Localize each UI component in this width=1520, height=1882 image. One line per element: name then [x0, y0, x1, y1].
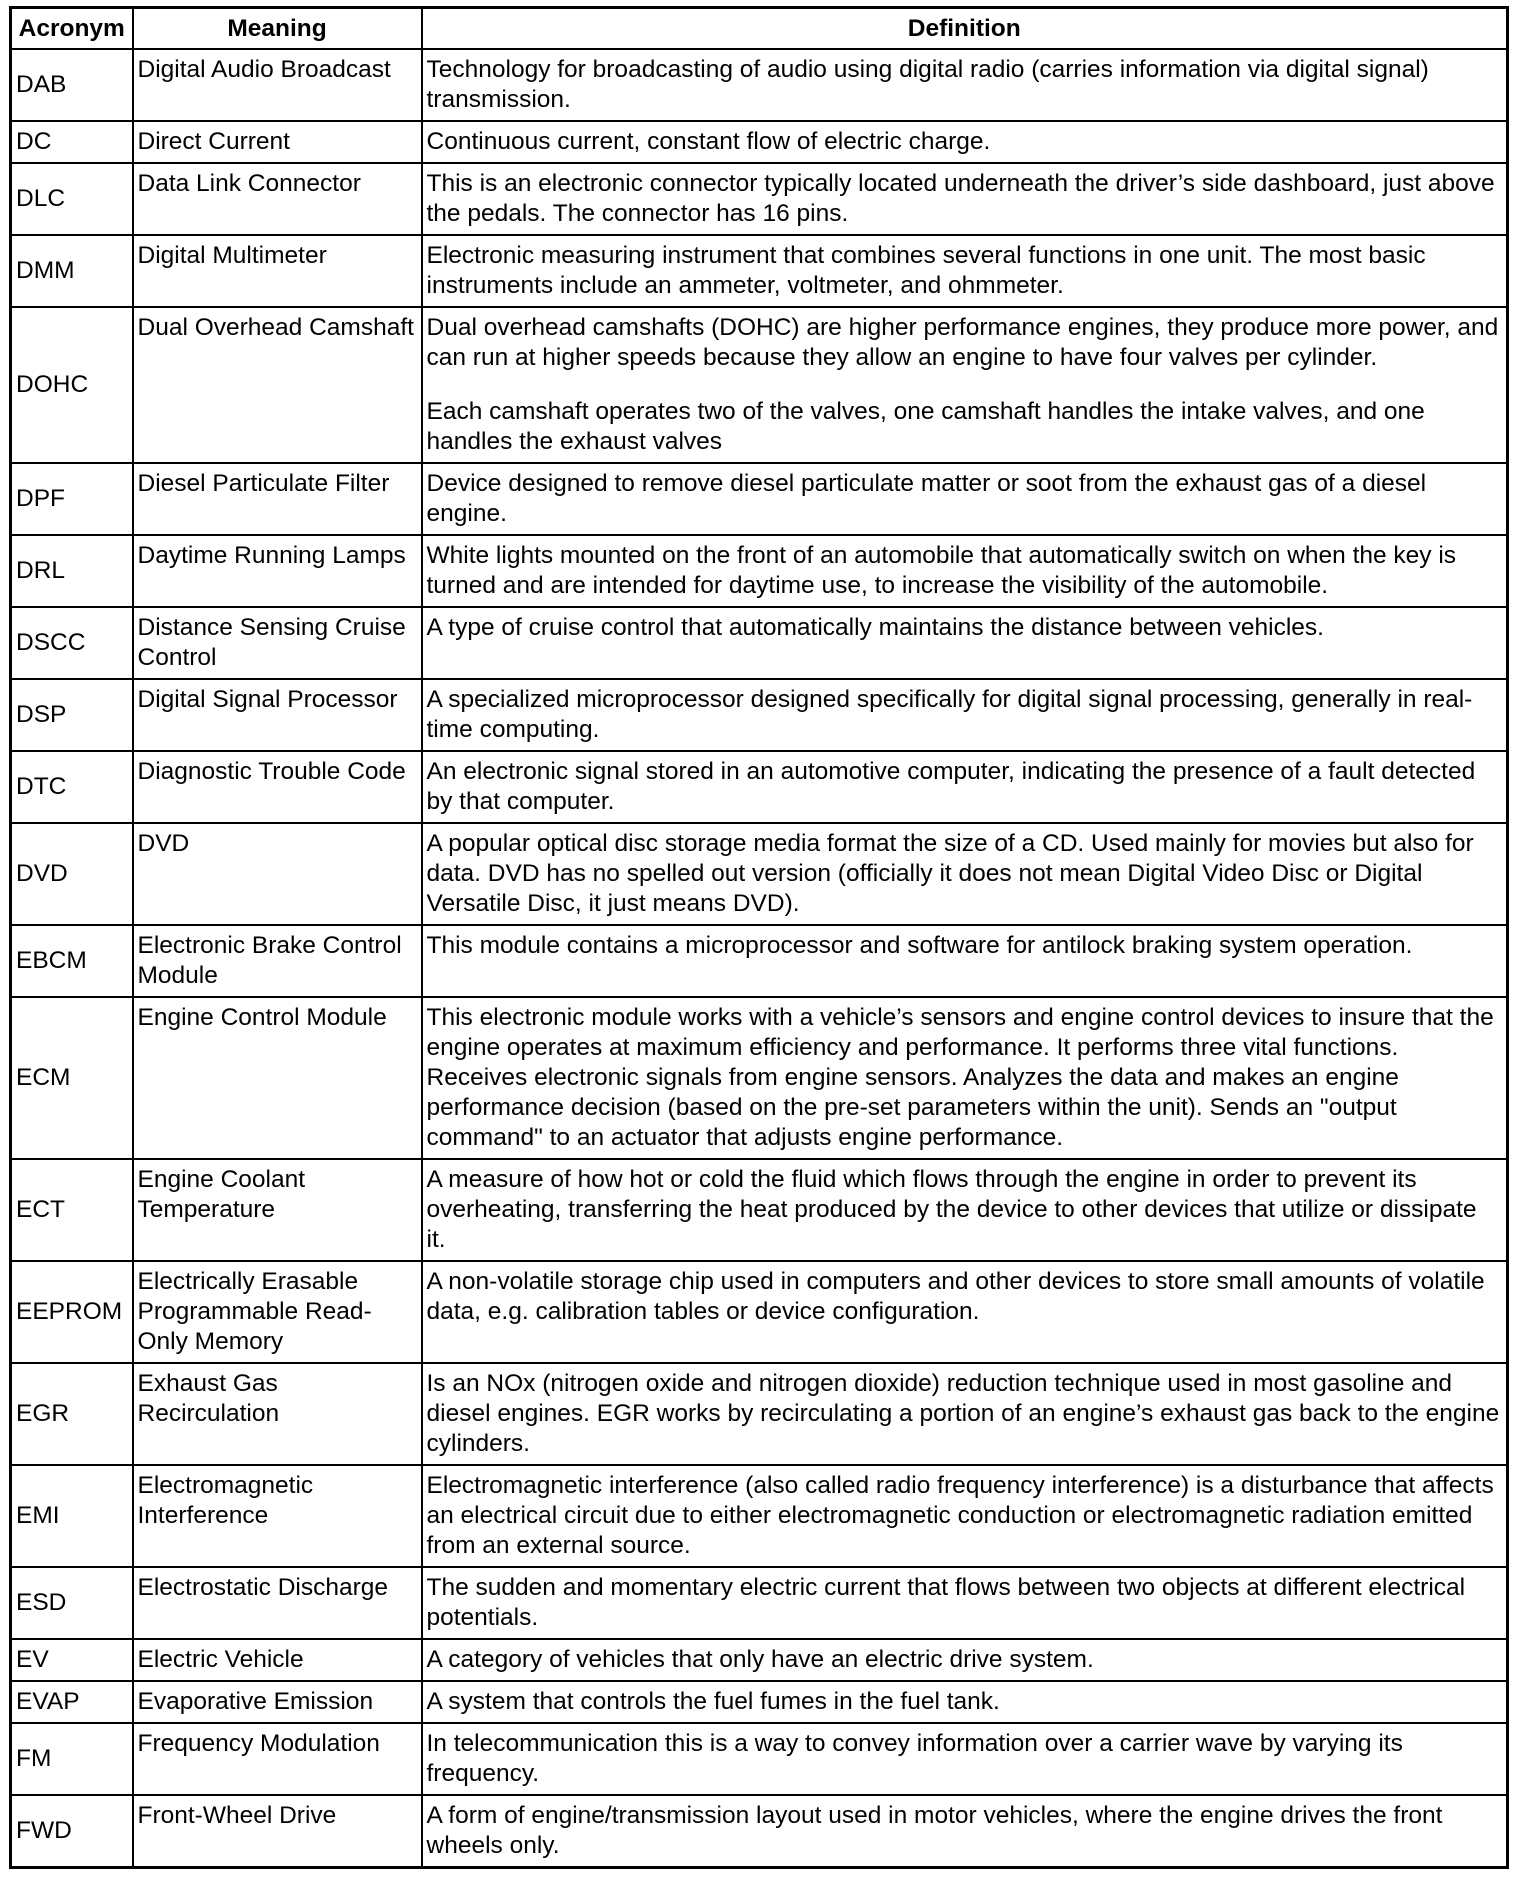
- table-row: [11, 1465, 1508, 1567]
- acronym-glossary-table: [9, 6, 1509, 1869]
- acronym-cell: EV: [11, 1639, 133, 1681]
- table-row: [11, 1639, 1508, 1681]
- header-definition: Definition: [422, 8, 1508, 50]
- acronym-cell: EGR: [11, 1363, 133, 1465]
- table-row: [11, 1723, 1508, 1795]
- table-row: [11, 1261, 1508, 1363]
- definition-cell: [422, 235, 1508, 307]
- meaning-cell: Direct Current: [133, 121, 422, 163]
- definition-paragraph: A system that controls the fuel fumes in the fuel tank.: [426, 1688, 1000, 1715]
- acronym-cell: DOHC: [11, 307, 133, 463]
- meaning-cell: Digital Signal Processor: [133, 679, 422, 751]
- definition-paragraph: A measure of how hot or cold the fluid which flows through the engine in order to prevent its overheating, transferring the heat produced by the device to other devices that utilize or dissipate it.: [426, 1166, 1477, 1253]
- definition-paragraph: The sudden and momentary electric current that flows between two objects at different electrical potentials.: [426, 1574, 1466, 1631]
- acronym-cell: DMM: [11, 235, 133, 307]
- definition-paragraph: Each camshaft operates two of the valves, one camshaft handles the intake valves, and one handles the exhaust valves: [426, 398, 1425, 455]
- table-row: [11, 235, 1508, 307]
- acronym-cell: EMI: [11, 1465, 133, 1567]
- acronym-cell: ECT: [11, 1159, 133, 1261]
- meaning-cell: Engine Control Module: [133, 997, 422, 1159]
- definition-paragraph: A specialized microprocessor designed specifically for digital signal processing, generally in real-time computing.: [426, 686, 1473, 743]
- table-row: [11, 1681, 1508, 1723]
- meaning-cell: Exhaust Gas Recirculation: [133, 1363, 422, 1465]
- acronym-cell: FWD: [11, 1795, 133, 1868]
- definition-cell: [422, 1567, 1508, 1639]
- meaning-cell: Data Link Connector: [133, 163, 422, 235]
- acronym-cell: EBCM: [11, 925, 133, 997]
- definition-cell: [422, 925, 1508, 997]
- meaning-cell: Engine Coolant Temperature: [133, 1159, 422, 1261]
- meaning-cell: Digital Multimeter: [133, 235, 422, 307]
- acronym-cell: FM: [11, 1723, 133, 1795]
- table-body: [11, 49, 1508, 1868]
- acronym-cell: DTC: [11, 751, 133, 823]
- acronym-cell: DVD: [11, 823, 133, 925]
- meaning-cell: Diesel Particulate Filter: [133, 463, 422, 535]
- definition-paragraph: Continuous current, constant flow of electric charge.: [426, 128, 991, 155]
- acronym-cell: DAB: [11, 49, 133, 121]
- definition-cell: [422, 1639, 1508, 1681]
- meaning-cell: Daytime Running Lamps: [133, 535, 422, 607]
- definition-paragraph: A non-volatile storage chip used in computers and other devices to store small amounts of volatile data, e.g. calibration tables or device configuration.: [426, 1268, 1485, 1325]
- table-row: [11, 1795, 1508, 1868]
- meaning-cell: DVD: [133, 823, 422, 925]
- definition-paragraph: Device designed to remove diesel particulate matter or soot from the exhaust gas of a diesel engine.: [426, 470, 1427, 527]
- definition-cell: [422, 1723, 1508, 1795]
- definition-cell: [422, 751, 1508, 823]
- definition-paragraph: A type of cruise control that automatically maintains the distance between vehicles.: [426, 614, 1324, 641]
- definition-cell: [422, 1465, 1508, 1567]
- meaning-cell: Electrically Erasable Programmable Read-Only Memory: [133, 1261, 422, 1363]
- definition-cell: [422, 535, 1508, 607]
- definition-paragraph: This is an electronic connector typically located underneath the driver’s side dashboard, just above the pedals. The connector has 16 pins.: [426, 170, 1495, 227]
- definition-paragraph: A form of engine/transmission layout used in motor vehicles, where the engine drives the front wheels only.: [426, 1802, 1443, 1859]
- acronym-cell: DC: [11, 121, 133, 163]
- definition-cell: [422, 823, 1508, 925]
- definition-paragraph: Dual overhead camshafts (DOHC) are higher performance engines, they produce more power, and can run at higher speeds because they allow an engine to have four valves per cylinder.: [426, 314, 1499, 371]
- definition-cell: [422, 1795, 1508, 1868]
- table-row: [11, 1159, 1508, 1261]
- definition-cell: [422, 1363, 1508, 1465]
- definition-paragraph: Electronic measuring instrument that combines several functions in one unit. The most basic instruments include an ammeter, voltmeter, and ohmmeter.: [426, 242, 1426, 299]
- definition-paragraph: This electronic module works with a vehicle’s sensors and engine control devices to insure that the engine operates at maximum efficiency and performance. It performs three vital functions. Receives electronic signals from engine sensors. Analyzes the data and makes an engine performance decision (based on the pre-set parameters within the unit). Sends an "output command" to an actuator that adjusts engine performance.: [426, 1004, 1494, 1151]
- definition-paragraph: An electronic signal stored in an automotive computer, indicating the presence of a fault detected by that computer.: [426, 758, 1476, 815]
- definition-cell: [422, 997, 1508, 1159]
- definition-paragraph: Is an NOx (nitrogen oxide and nitrogen dioxide) reduction technique used in most gasoline and diesel engines. EGR works by recirculating a portion of an engine’s exhaust gas back to the engine cylinders.: [426, 1370, 1500, 1457]
- meaning-cell: Diagnostic Trouble Code: [133, 751, 422, 823]
- definition-cell: [422, 163, 1508, 235]
- table-row: [11, 1567, 1508, 1639]
- acronym-cell: DLC: [11, 163, 133, 235]
- definition-paragraph: White lights mounted on the front of an automobile that automatically switch on when the key is turned and are intended for daytime use, to increase the visibility of the automobile.: [426, 542, 1457, 599]
- acronym-cell: ECM: [11, 997, 133, 1159]
- definition-cell: [422, 49, 1508, 121]
- meaning-cell: Front-Wheel Drive: [133, 1795, 422, 1868]
- table-row: [11, 997, 1508, 1159]
- definition-paragraph: In telecommunication this is a way to convey information over a carrier wave by varying its frequency.: [426, 1730, 1403, 1787]
- meaning-cell: Electromagnetic Interference: [133, 1465, 422, 1567]
- table-header: [11, 8, 1508, 50]
- definition-paragraph: This module contains a microprocessor and software for antilock braking system operation.: [426, 932, 1413, 959]
- definition-paragraph: Electromagnetic interference (also called radio frequency interference) is a disturbance that affects an electrical circuit due to either electromagnetic conduction or electromagnetic radiation emitted from an external source.: [426, 1472, 1494, 1559]
- table-row: [11, 307, 1508, 463]
- acronym-cell: ESD: [11, 1567, 133, 1639]
- definition-cell: [422, 607, 1508, 679]
- table-row: [11, 1363, 1508, 1465]
- definition-paragraph: A category of vehicles that only have an electric drive system.: [426, 1646, 1094, 1673]
- definition-cell: [422, 1681, 1508, 1723]
- meaning-cell: Frequency Modulation: [133, 1723, 422, 1795]
- table-row: [11, 925, 1508, 997]
- meaning-cell: Electrostatic Discharge: [133, 1567, 422, 1639]
- meaning-cell: Distance Sensing Cruise Control: [133, 607, 422, 679]
- table-row: [11, 679, 1508, 751]
- table-row: [11, 121, 1508, 163]
- definition-cell: [422, 1261, 1508, 1363]
- definition-cell: [422, 1159, 1508, 1261]
- meaning-cell: Digital Audio Broadcast: [133, 49, 422, 121]
- table-row: [11, 163, 1508, 235]
- meaning-cell: Electric Vehicle: [133, 1639, 422, 1681]
- definition-cell: [422, 307, 1508, 463]
- acronym-cell: EVAP: [11, 1681, 133, 1723]
- acronym-cell: DSP: [11, 679, 133, 751]
- table-row: [11, 823, 1508, 925]
- meaning-cell: Dual Overhead Camshaft: [133, 307, 422, 463]
- definition-paragraph: Technology for broadcasting of audio using digital radio (carries information via digital signal) transmission.: [426, 56, 1429, 113]
- acronym-cell: DSCC: [11, 607, 133, 679]
- definition-cell: [422, 121, 1508, 163]
- header-acronym: Acronym: [11, 8, 133, 50]
- table-row: [11, 607, 1508, 679]
- meaning-cell: Electronic Brake Control Module: [133, 925, 422, 997]
- definition-cell: [422, 679, 1508, 751]
- header-meaning: Meaning: [133, 8, 422, 50]
- definition-paragraph: A popular optical disc storage media format the size of a CD. Used mainly for movies but also for data. DVD has no spelled out version (officially it does not mean Digital Video Disc or Digital Versatile Disc, it just means DVD).: [426, 830, 1474, 917]
- header-row: [11, 8, 1508, 50]
- definition-cell: [422, 463, 1508, 535]
- acronym-cell: DRL: [11, 535, 133, 607]
- acronym-cell: EEPROM: [11, 1261, 133, 1363]
- table-row: [11, 535, 1508, 607]
- meaning-cell: Evaporative Emission: [133, 1681, 422, 1723]
- table-row: [11, 463, 1508, 535]
- acronym-cell: DPF: [11, 463, 133, 535]
- table-row: [11, 49, 1508, 121]
- table-row: [11, 751, 1508, 823]
